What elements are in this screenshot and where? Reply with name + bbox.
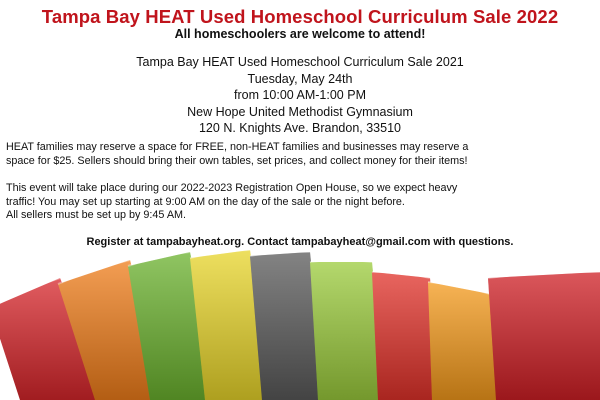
schedule-line-1: This event will take place during our 2022-2023 Registration Open House, so we expect heavy (6, 182, 458, 194)
pricing-line-2: space for $25. Sellers should bring their own tables, set prices, and collect money for their items! (6, 154, 468, 167)
pricing-paragraph (6, 141, 596, 168)
pricing-line-1: HEAT families may reserve a space for FREE, non-HEAT families and businesses may reserve a (6, 141, 469, 153)
event-date: Tuesday, May 24th (247, 71, 353, 86)
event-venue: New Hope United Methodist Gymnasium (187, 104, 413, 119)
books-illustration (0, 248, 600, 400)
register-line: Register at tampabayheat.org. Contact tampabayheat@gmail.com with questions. (86, 236, 514, 248)
book-shading (428, 282, 500, 400)
event-address: 120 N. Knights Ave. Brandon, 33510 (198, 121, 401, 135)
book-shading (488, 272, 600, 400)
event-time: from 10:00 AM-1:00 PM (233, 88, 366, 102)
welcome-line: All homeschoolers are welcome to attend! (174, 27, 426, 41)
books-svg (0, 248, 600, 400)
book-red-icon (488, 272, 600, 400)
book-spine (310, 260, 372, 262)
schedule-paragraph (6, 182, 596, 223)
schedule-line-2: traffic! You may set up starting at 9:00 AM on the day of the sale or the night before. (6, 195, 405, 208)
page-title: Tampa Bay HEAT Used Homeschool Curriculum Sale 2022 (41, 6, 559, 27)
event-title: Tampa Bay HEAT Used Homeschool Curriculum Sale 2021 (136, 55, 464, 69)
schedule-line-3: All sellers must be set up by 9:45 AM. (6, 209, 187, 221)
event-details (0, 54, 600, 137)
